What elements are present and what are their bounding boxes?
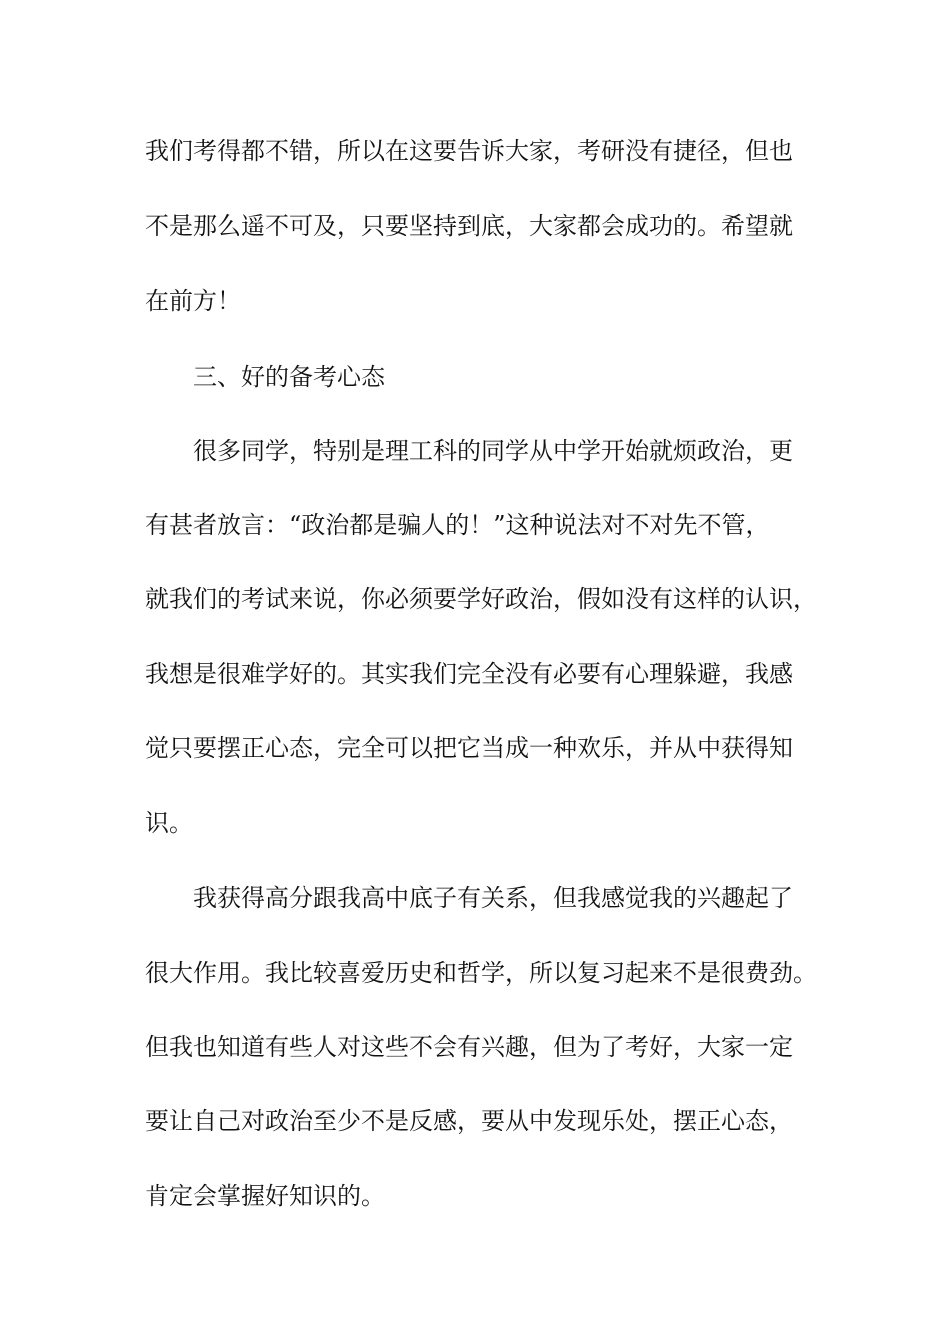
paragraph-line: 在前方！ [145, 287, 241, 315]
paragraph-line: 但我也知道有些人对这些不会有兴趣，但为了考好，大家一定 [145, 1033, 793, 1061]
paragraph-line: 就我们的考试来说，你必须要学好政治，假如没有这样的认识， [145, 585, 817, 613]
paragraph-line: 识。 [145, 809, 193, 837]
paragraph-line: 我获得高分跟我高中底子有关系，但我感觉我的兴趣起了 [193, 884, 793, 912]
paragraph-line: 要让自己对政治至少不是反感，要从中发现乐处，摆正心态， [145, 1107, 793, 1135]
paragraph-line: 很多同学，特别是理工科的同学从中学开始就烦政治，更 [193, 437, 793, 465]
paragraph-line: 我想是很难学好的。其实我们完全没有必要有心理躲避，我感 [145, 660, 793, 688]
paragraph-line: 很大作用。我比较喜爱历史和哲学，所以复习起来不是很费劲。 [145, 959, 817, 987]
paragraph-line: 有甚者放言：“政治都是骗人的！”这种说法对不对先不管， [145, 511, 770, 539]
paragraph-line: 不是那么遥不可及，只要坚持到底，大家都会成功的。希望就 [145, 212, 793, 240]
paragraph-line: 我们考得都不错，所以在这要告诉大家，考研没有捷径，但也 [145, 137, 793, 165]
section-heading: 三、好的备考心态 [193, 363, 385, 391]
paragraph-line: 肯定会掌握好知识的。 [145, 1182, 385, 1210]
paragraph-line: 觉只要摆正心态，完全可以把它当成一种欢乐，并从中获得知 [145, 734, 793, 762]
